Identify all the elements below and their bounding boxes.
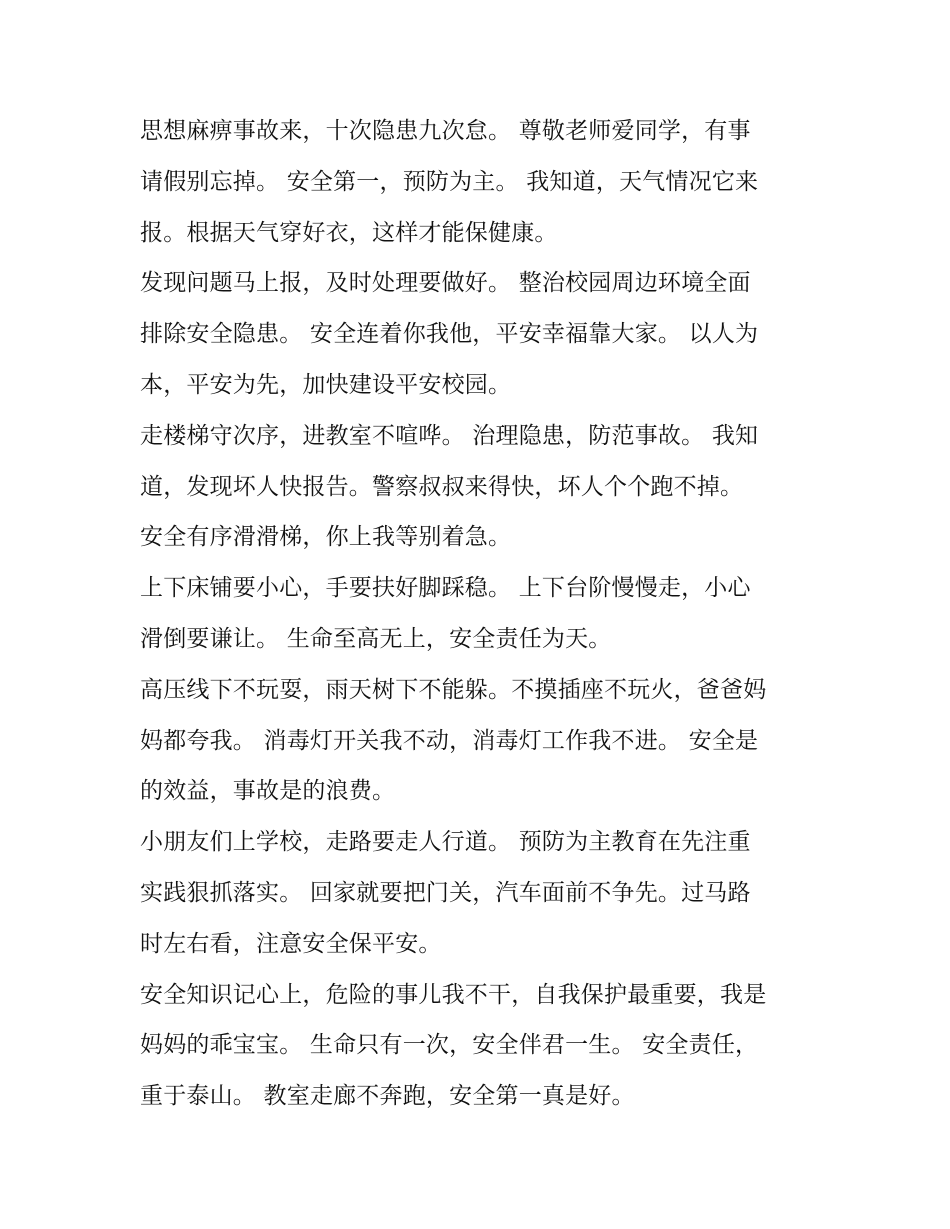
text-line: 上下床铺要小心，手要扶好脚踩稳。 上下台阶慢慢走，小心 — [140, 575, 751, 602]
text-line: 发现问题马上报，及时处理要做好。 整治校园周边环境全面 — [140, 270, 751, 297]
text-line: 道，发现坏人快报告。警察叔叔来得快，坏人个个跑不掉。 — [140, 473, 744, 500]
text-line: 思想麻痹事故来，十次隐患九次怠。 尊敬老师爱同学，有事 — [140, 118, 751, 144]
text-line: 滑倒要谦让。 生命至高无上，安全责任为天。 — [140, 625, 612, 652]
text-line: 本，平安为先，加快建设平安校园。 — [140, 371, 512, 398]
text-line: 实践狠抓落实。 回家就要把门关，汽车面前不争先。过马路 — [140, 879, 751, 906]
text-line: 时左右看，注意安全保平安。 — [140, 930, 442, 957]
text-line: 妈妈的乖宝宝。 生命只有一次，安全伴君一生。 安全责任， — [140, 1032, 759, 1059]
text-line: 安全知识记心上，危险的事儿我不干，自我保护最重要，我是 — [140, 981, 767, 1008]
text-line: 小朋友们上学校，走路要走人行道。 预防为主教育在先注重 — [140, 829, 751, 856]
text-line: 走楼梯守次序，进教室不喧哗。 治理隐患，防范事故。 我知 — [140, 422, 759, 449]
text-line: 的效益，事故是的浪费。 — [140, 778, 396, 805]
text-line: 妈都夸我。 消毒灯开关我不动，消毒灯工作我不进。 安全是 — [140, 727, 759, 754]
text-line: 报。根据天气穿好衣，这样才能保健康。 — [140, 219, 558, 246]
text-line: 排除安全隐患。 安全连着你我他，平安幸福靠大家。 以人为 — [140, 321, 759, 348]
text-line: 重于泰山。 教室走廊不奔跑，安全第一真是好。 — [140, 1083, 635, 1110]
text-line: 安全有序滑滑梯，你上我等别着急。 — [140, 524, 512, 551]
document-body — [140, 106, 820, 1122]
text-line: 高压线下不玩耍，雨天树下不能躲。不摸插座不玩火，爸爸妈 — [140, 676, 767, 703]
text-line: 请假别忘掉。 安全第一，预防为主。 我知道，天气情况它来 — [140, 168, 759, 195]
